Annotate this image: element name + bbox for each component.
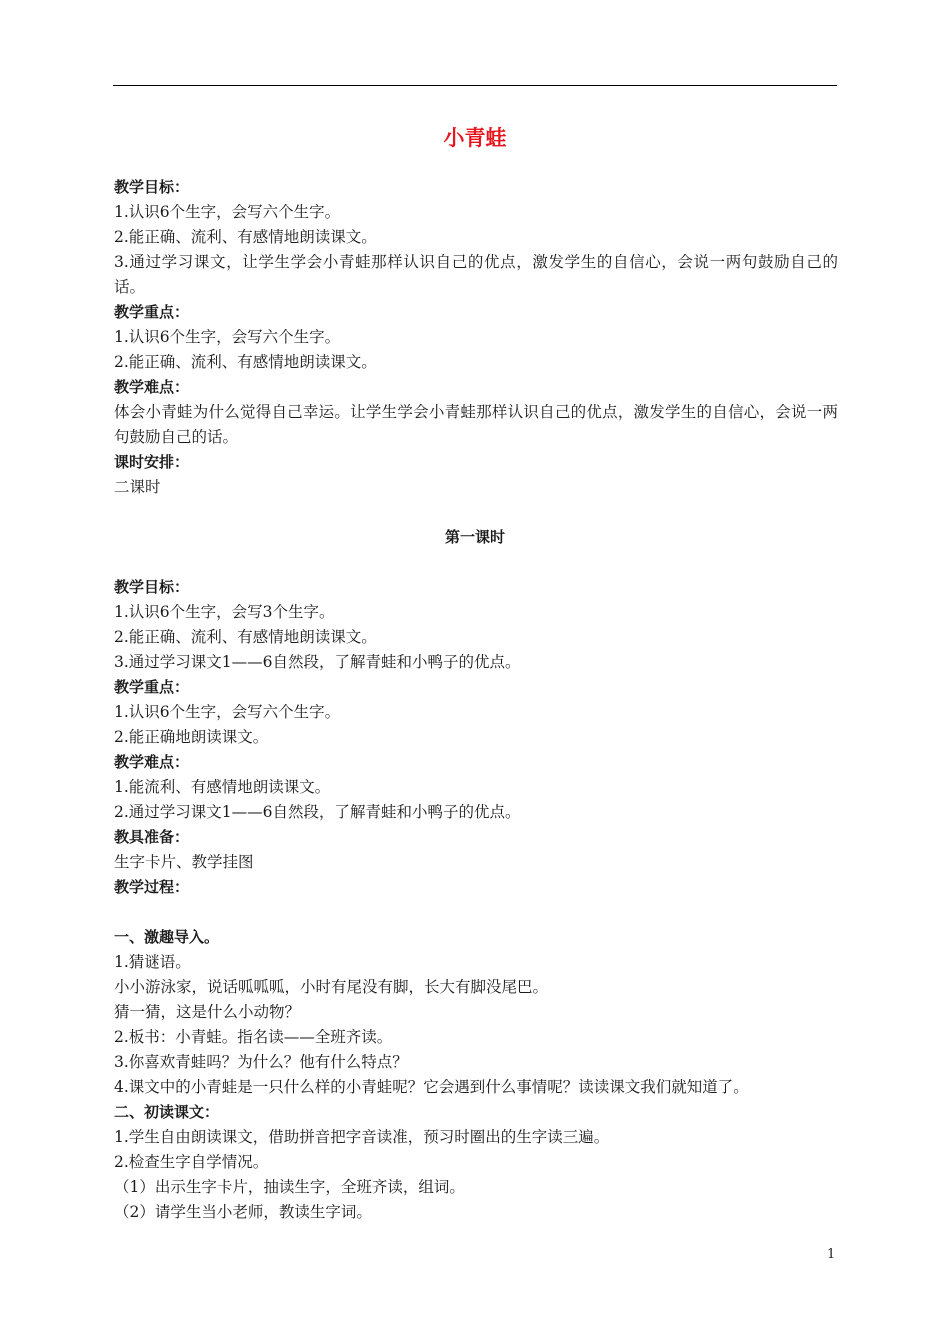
- document-body: [114, 175, 838, 1225]
- overview-key-item: 1.认识6个生字，会写六个生字。: [114, 328, 341, 346]
- overview-schedule-heading: 课时安排：: [114, 453, 190, 471]
- lesson1-tools-text: 生字卡片、教学挂图: [114, 853, 254, 871]
- document-title: 小青蛙: [443, 126, 507, 150]
- section2-item: 2.检查生字自学情况。: [114, 1153, 269, 1171]
- lesson1-goal-item: 2.能正确、流利、有感情地朗读课文。: [114, 628, 377, 646]
- lesson1-key-heading: 教学重点：: [114, 678, 190, 696]
- overview-goal-item: 2.能正确、流利、有感情地朗读课文。: [114, 228, 377, 246]
- lesson1-difficulty-item: 1.能流利、有感情地朗读课文。: [114, 778, 331, 796]
- section2-heading: 二、初读课文：: [114, 1103, 220, 1121]
- section1-item: 2.板书：小青蛙。指名读——全班齐读。: [114, 1028, 393, 1046]
- lesson1-heading: 第一课时: [444, 528, 505, 546]
- section1-item: 4.课文中的小青蛙是一只什么样的小青蛙呢？它会遇到什么事情呢？读读课文我们就知道了。: [114, 1078, 749, 1096]
- overview-difficulty-text: 体会小青蛙为什么觉得自己幸运。让学生学会小青蛙那样认识自己的优点，激发学生的自信心，会说一两句鼓励自己的话。: [114, 403, 838, 446]
- section2-item: （1）出示生字卡片，抽读生字，全班齐读，组词。: [114, 1178, 465, 1196]
- section1-heading: 一、激趣导入。: [114, 928, 220, 946]
- page-number: 1: [827, 1247, 836, 1262]
- overview-key-item: 2.能正确、流利、有感情地朗读课文。: [114, 353, 377, 371]
- lesson1-goals-heading: 教学目标：: [114, 578, 190, 596]
- lesson1-tools-heading: 教具准备：: [114, 828, 190, 846]
- lesson1-process-heading: 教学过程：: [114, 878, 190, 896]
- header-rule: [113, 85, 837, 86]
- section1-item: 1.猜谜语。: [114, 953, 191, 971]
- lesson1-difficulty-item: 2.通过学习课文1——6自然段，了解青蛙和小鸭子的优点。: [114, 803, 521, 821]
- section2-item: 1.学生自由朗读课文，借助拼音把字音读准，预习时圈出的生字读三遍。: [114, 1128, 610, 1146]
- section2-item: （2）请学生当小老师，教读生字词。: [114, 1203, 372, 1221]
- overview-goals-heading: 教学目标：: [114, 178, 190, 196]
- lesson1-key-item: 1.认识6个生字，会写六个生字。: [114, 703, 341, 721]
- section1-item: 小小游泳家，说话呱呱呱，小时有尾没有脚，长大有脚没尾巴。: [114, 978, 549, 996]
- overview-goal-item: 1.认识6个生字，会写六个生字。: [114, 203, 341, 221]
- overview-key-heading: 教学重点：: [114, 303, 190, 321]
- section1-item: 3.你喜欢青蛙吗？为什么？他有什么特点？: [114, 1053, 408, 1071]
- section1-item: 猜一猜，这是什么小动物？: [114, 1003, 301, 1021]
- lesson1-goal-item: 3.通过学习课文1——6自然段，了解青蛙和小鸭子的优点。: [114, 653, 521, 671]
- overview-difficulty-heading: 教学难点：: [114, 378, 190, 396]
- lesson1-difficulty-heading: 教学难点：: [114, 753, 190, 771]
- lesson1-key-item: 2.能正确地朗读课文。: [114, 728, 269, 746]
- overview-schedule-text: 二课时: [114, 478, 161, 496]
- lesson1-goal-item: 1.认识6个生字，会写3个生字。: [114, 603, 335, 621]
- overview-goal-item: 3.通过学习课文，让学生学会小青蛙那样认识自己的优点，激发学生的自信心，会说一两句鼓励自己的话。: [114, 253, 838, 296]
